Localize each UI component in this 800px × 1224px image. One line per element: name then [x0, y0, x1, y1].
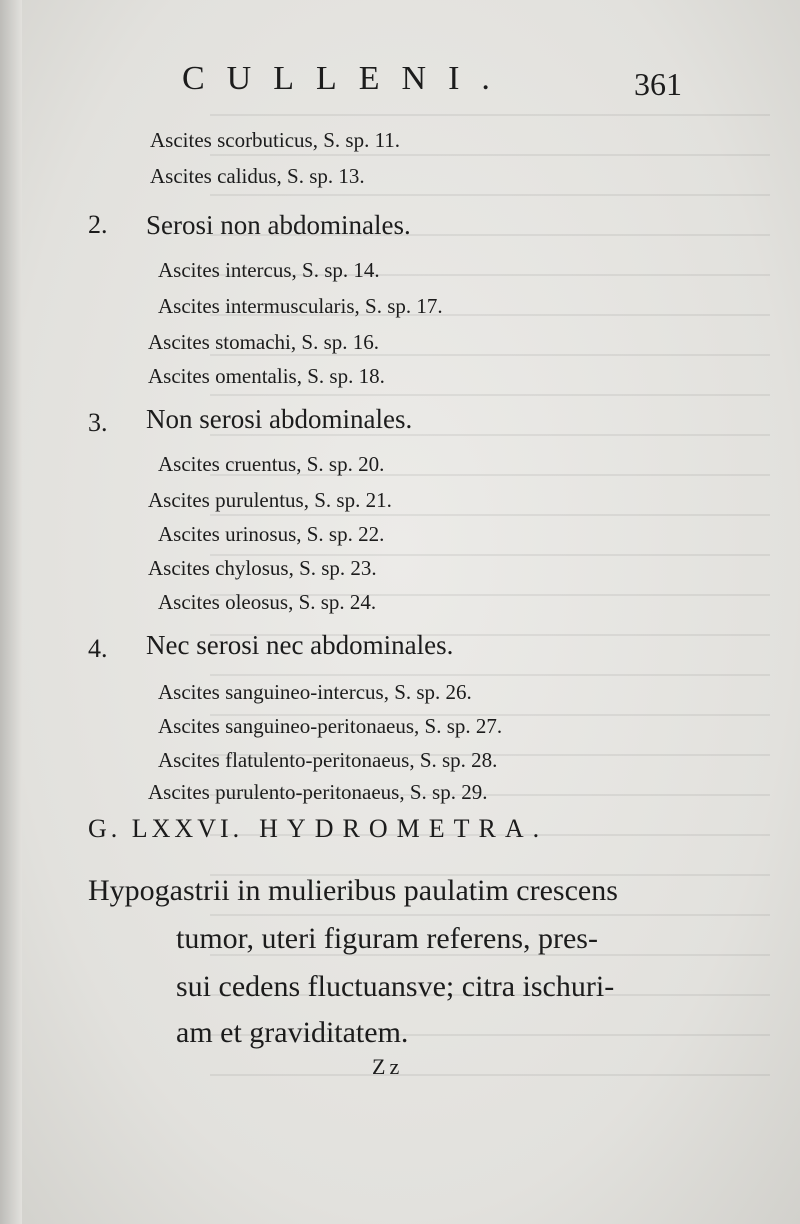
page-header [0, 58, 800, 108]
section-number: 3. [88, 408, 108, 437]
section-title: Nec serosi nec abdominales. [146, 630, 454, 660]
section-number: 2. [88, 210, 108, 239]
genus-number: G. LXXVI. [88, 814, 244, 843]
section-title: Serosi non abdominales. [146, 210, 411, 240]
genus-name: HYDROMETRA. [259, 814, 549, 843]
list-item: Ascites intercus, S. sp. 14. [158, 258, 380, 282]
list-item: Ascites intermuscularis, S. sp. 17. [158, 294, 443, 318]
genus-heading [88, 814, 548, 844]
list-item: Ascites cruentus, S. sp. 20. [158, 452, 385, 476]
list-item: Ascites oleosus, S. sp. 24. [158, 590, 377, 614]
section-title: Non serosi abdominales. [146, 404, 413, 434]
page-number: 361 [634, 66, 682, 102]
list-item: Ascites calidus, S. sp. 13. [150, 164, 365, 188]
definition-line: am et graviditatem. [176, 1016, 409, 1049]
definition-line: tumor, uteri figuram referens, pres- [176, 922, 598, 955]
list-item: Ascites urinosus, S. sp. 22. [158, 522, 385, 546]
definition-line: Hypogastrii in mulieribus paulatim crescens [88, 874, 618, 907]
list-item: Ascites scorbuticus, S. sp. 11. [150, 128, 401, 152]
running-head: CULLENI. [182, 60, 512, 97]
list-item: Ascites purulentus, S. sp. 21. [148, 488, 392, 512]
list-item: Ascites chylosus, S. sp. 23. [148, 556, 377, 580]
list-item: Ascites sanguineo-intercus, S. sp. 26. [158, 680, 472, 704]
list-item: Ascites stomachi, S. sp. 16. [148, 330, 379, 354]
definition-line: sui cedens fluctuansve; citra ischuri- [176, 970, 615, 1003]
list-item: Ascites purulento-peritonaeus, S. sp. 29. [148, 780, 488, 804]
section-number: 4. [88, 634, 108, 663]
list-item: Ascites sanguineo-peritonaeus, S. sp. 27. [158, 714, 503, 738]
list-item: Ascites omentalis, S. sp. 18. [148, 364, 385, 388]
signature-mark: Zz [372, 1054, 404, 1079]
page-gutter-shadow [0, 0, 22, 1224]
list-item: Ascites flatulento-peritonaeus, S. sp. 28. [158, 748, 498, 772]
